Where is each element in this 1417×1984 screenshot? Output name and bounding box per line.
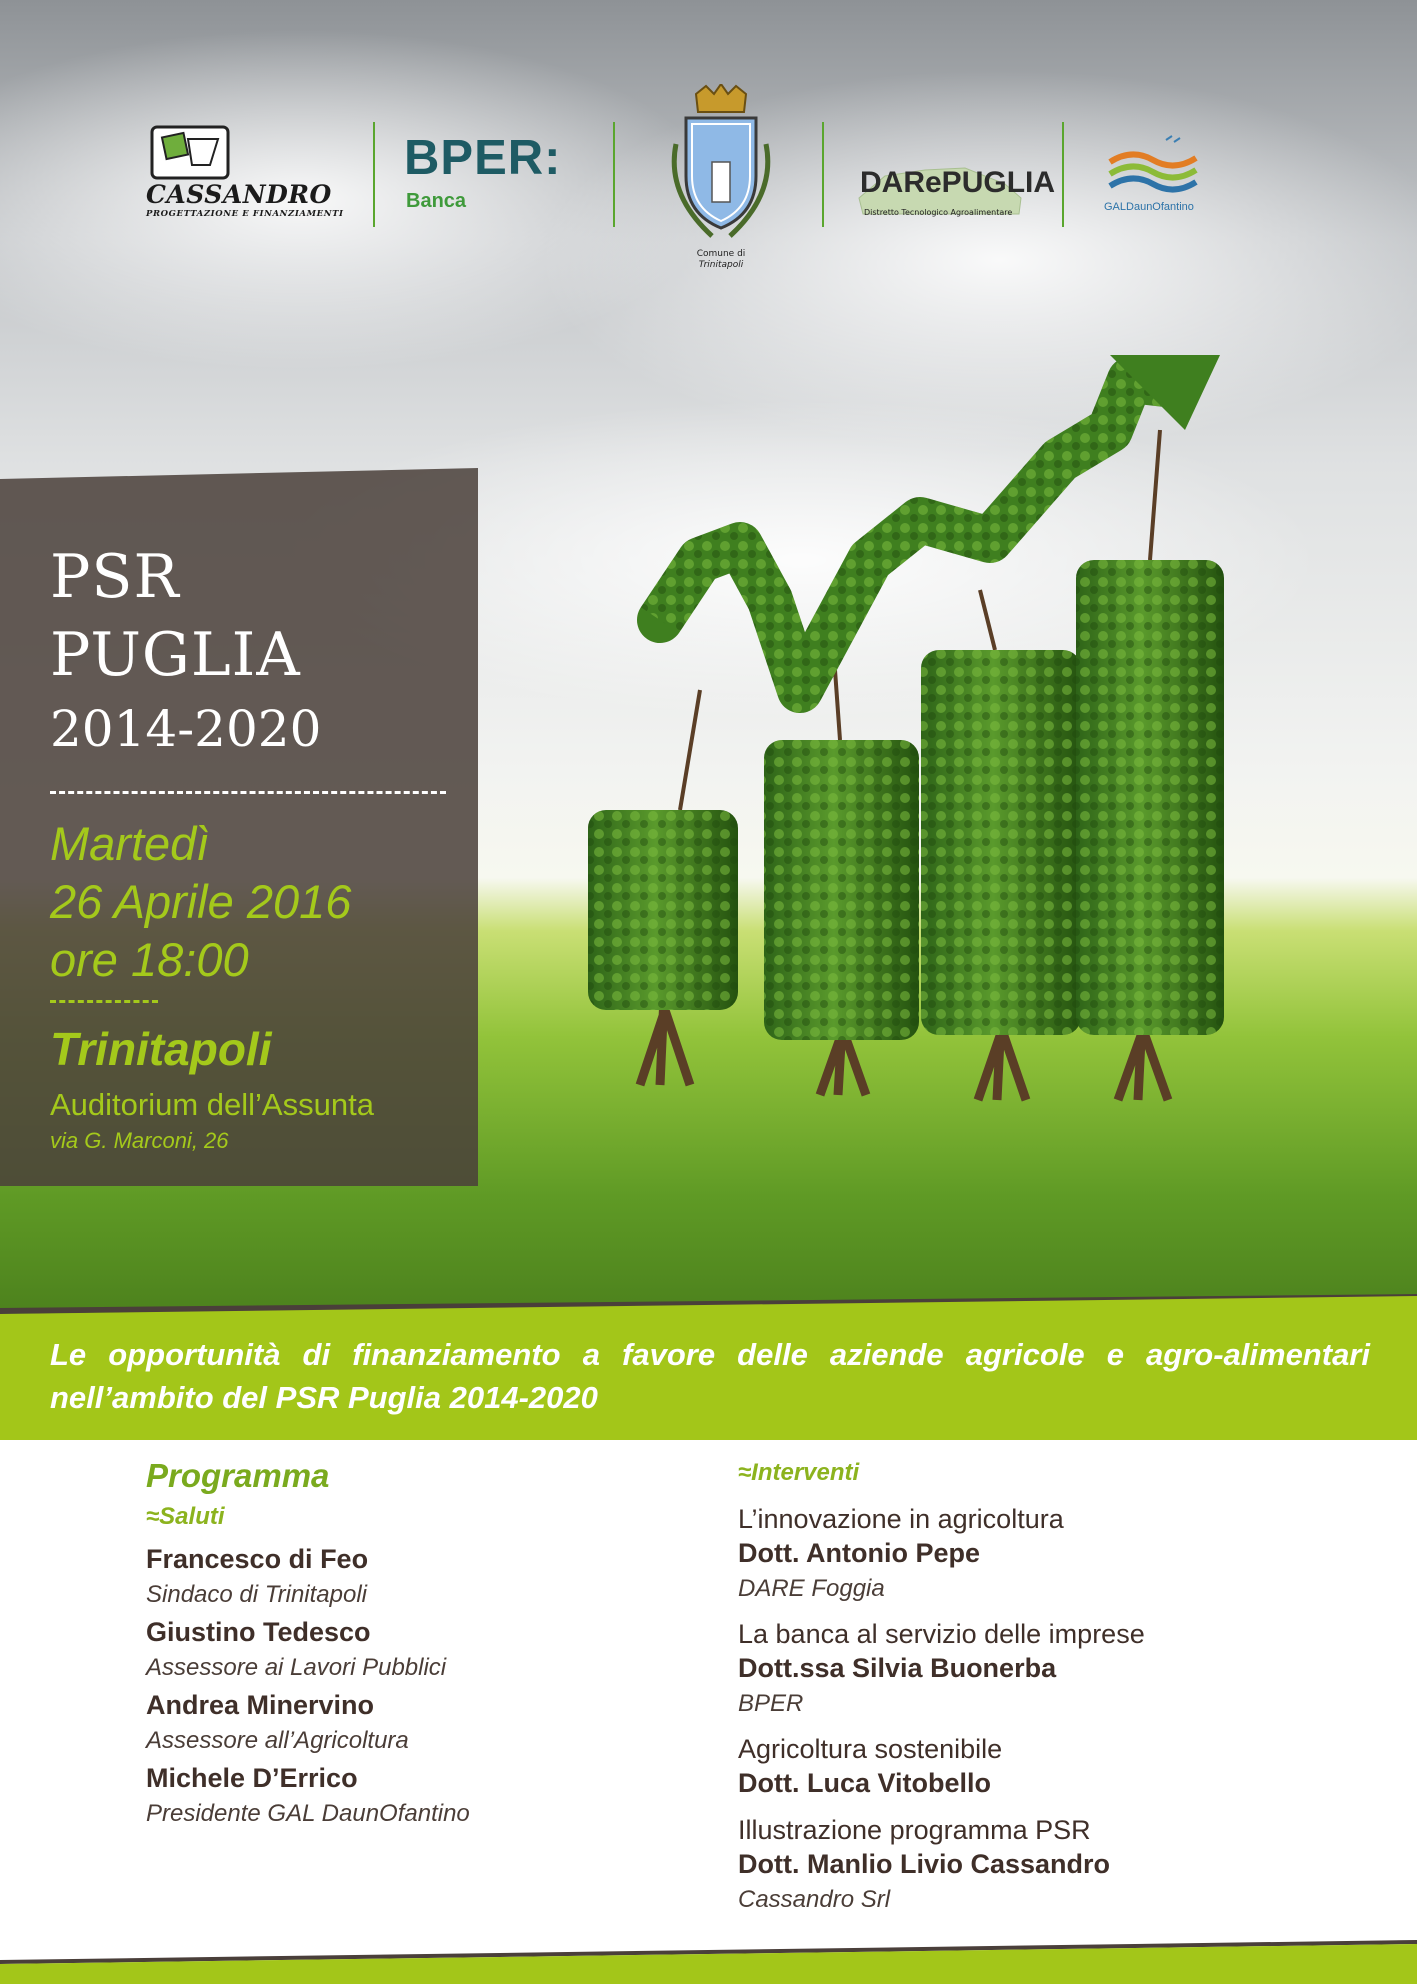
intervento-topic: Illustrazione programma PSR [738,1815,1091,1845]
saluti-heading: ≈Saluti [146,1503,225,1530]
intervento-speaker-name: Dott.ssa Silvia Buonerba [738,1653,1057,1683]
saluti-speaker-name: Michele D’Errico [146,1763,358,1793]
event-title-years: 2014-2020 [50,700,322,758]
logo-separator [373,122,375,227]
saluti-speaker-role: Assessore all’Agricoltura [146,1727,409,1754]
event-date: 26 Aprile 2016 [50,875,352,928]
intervento-speaker-org: DARE Foggia [738,1575,885,1602]
interventi-heading: ≈Interventi [738,1459,860,1486]
logo-separator [1062,122,1064,227]
cassandro-logo-text: CASSANDRO [146,180,332,209]
event-venue: Auditorium dell’Assunta [50,1087,374,1122]
gal-daunofantino-logo-icon [1104,132,1202,198]
dashed-divider-short [50,1000,158,1003]
saluti-speaker-role: Presidente GAL DaunOfantino [146,1800,470,1827]
intervento-topic: L’innovazione in agricoltura [738,1504,1064,1534]
comune-logo-line1: Comune di [696,249,746,259]
event-address: via G. Marconi, 26 [50,1128,229,1153]
programma-title: Programma [146,1457,330,1494]
intervento-speaker-name: Dott. Luca Vitobello [738,1768,992,1798]
event-time: ore 18:00 [50,933,249,986]
event-city: Trinitapoli [50,1023,272,1075]
intervento-topic: La banca al servizio delle imprese [738,1619,1145,1649]
dashed-divider [50,791,446,794]
gal-daunofantino-logo-text: GALDaunOfantino [1104,201,1194,213]
saluti-speaker-name: Giustino Tedesco [146,1617,371,1647]
logo-separator [613,122,615,227]
event-title-line2: PUGLIA [50,620,301,690]
cassandro-logo-subtitle: PROGETTAZIONE E FINANZIAMENTI [146,209,344,219]
event-tagline: Le opportunità di finanziamento a favore delle aziende agricole e agro-alimentari nell’ambito del PSR Puglia 2014-2020 [50,1337,1370,1415]
bper-logo-text: BPER: [404,131,562,185]
comune-coat-of-arms-icon [662,84,780,244]
intervento-speaker-name: Dott. Antonio Pepe [738,1538,980,1568]
dare-puglia-logo-text: DARePUGLIA [860,166,1056,199]
saluti-speaker-role: Sindaco di Trinitapoli [146,1581,368,1608]
intervento-topic: Agricoltura sostenibile [738,1734,1003,1764]
saluti-speaker-name: Andrea Minervino [146,1690,375,1720]
saluti-speaker-role: Assessore ai Lavori Pubblici [146,1654,447,1681]
event-day: Martedì [50,817,210,870]
logo-separator [822,122,824,227]
comune-logo-line2: Trinitapoli [698,260,744,270]
intervento-speaker-org: Cassandro Srl [738,1886,891,1913]
bper-logo-subtitle: Banca [406,190,467,212]
event-title-line1: PSR [50,542,180,612]
intervento-speaker-name: Dott. Manlio Livio Cassandro [738,1849,1111,1879]
saluti-speaker-name: Francesco di Feo [146,1544,369,1574]
dare-puglia-logo-subtitle: Distretto Tecnologico Agroalimentare [864,208,1013,217]
cassandro-logo-icon [150,125,230,180]
intervento-speaker-org: BPER [738,1690,804,1717]
